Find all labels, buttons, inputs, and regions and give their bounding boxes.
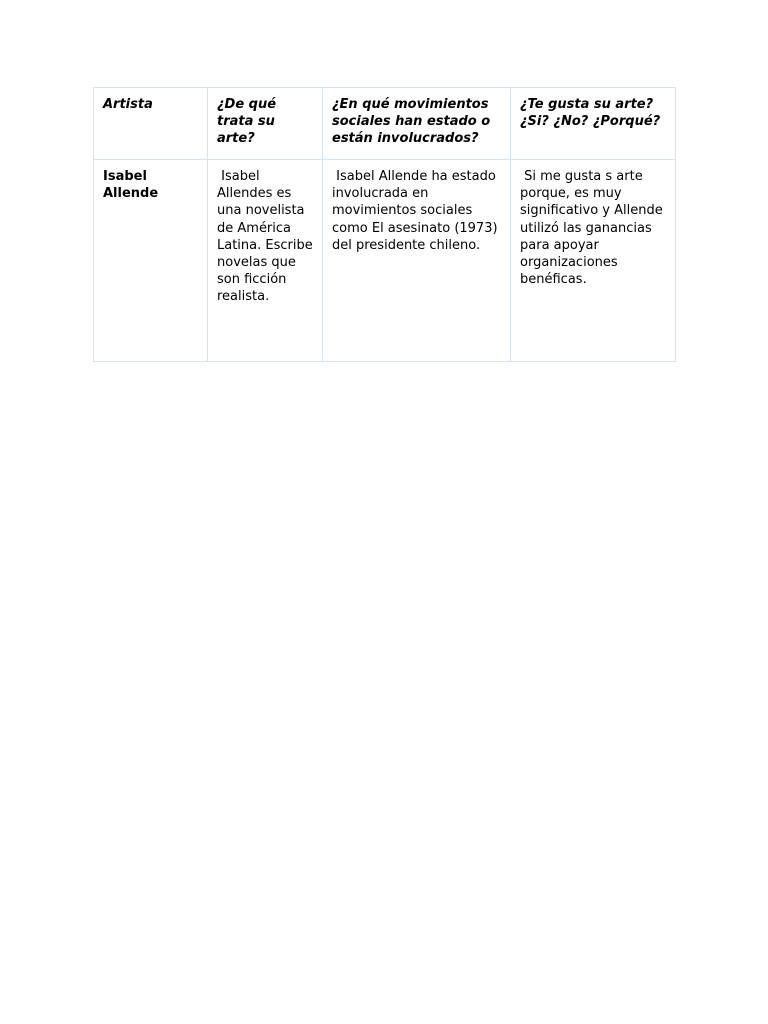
header-about-text: ¿De qué trata su arte? [217,97,281,147]
cell-artist [94,160,208,362]
artist-name-text: Isabel Allende [103,169,159,202]
opinion-text: Si me gusta s arte porque, es muy significativo y Allende utilizó las ganancias para apoyar organizaciones benéficas. [520,169,667,288]
cell-opinion [511,160,676,362]
header-cell-about [208,88,323,160]
header-cell-movements [323,88,511,160]
about-text: Isabel Allendes es una novelista de América Latina. Escribe novelas que son ficción realista. [217,169,317,305]
header-cell-opinion [511,88,676,160]
header-movements-text: ¿En qué movimientos sociales han estado o están involucrados? [332,97,495,147]
cell-about [208,160,323,362]
header-opinion-text: ¿Te gusta su arte? ¿Si? ¿No? ¿Porqué? [520,97,661,130]
table-header-row [94,88,676,160]
header-artist-text: Artista [103,97,153,112]
artist-table [93,87,676,362]
header-cell-artist [94,88,208,160]
table-row [94,160,676,362]
movements-text: Isabel Allende ha estado involucrada en movimientos sociales como El asesinato (1973) del presidente chileno. [332,169,502,253]
cell-movements [323,160,511,362]
